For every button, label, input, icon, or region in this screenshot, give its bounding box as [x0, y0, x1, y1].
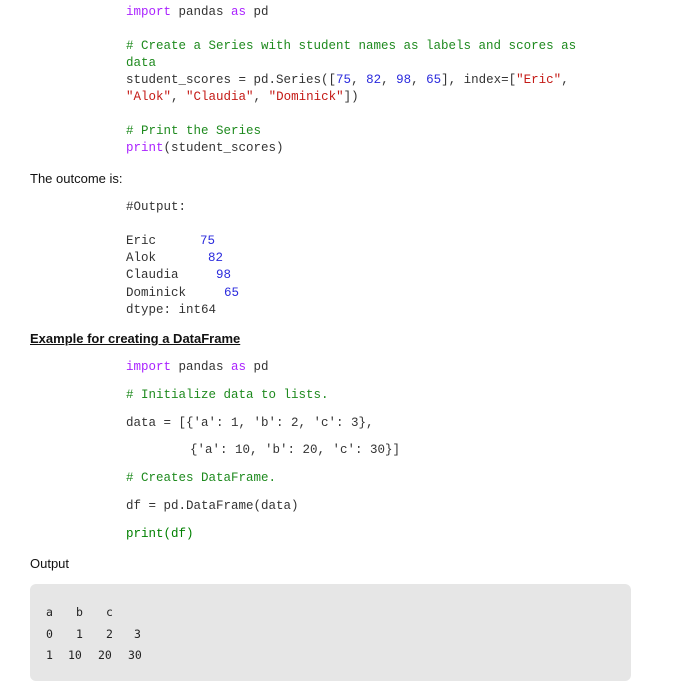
df-data-line-1: data = [{'a': 1, 'b': 2, 'c': 3},: [126, 416, 374, 430]
dataframe-output-box: [30, 584, 631, 681]
series-comment-2: # Print the Series: [126, 124, 262, 138]
df-cell: 30: [128, 648, 142, 662]
output-header: #Output:: [126, 200, 187, 214]
code-text: pandas: [171, 5, 232, 19]
series-comment-1-wrap: data: [126, 56, 157, 70]
df-cell: 1: [76, 627, 83, 641]
code-keyword: import: [126, 360, 172, 374]
code-keyword: import: [126, 5, 172, 19]
df-cell: 0: [46, 627, 53, 641]
code-string: "Alok": [126, 90, 172, 104]
output-row-value: 82: [208, 251, 224, 265]
df-import-line: [126, 359, 269, 376]
code-keyword: as: [231, 5, 247, 19]
df-comment-2: # Creates DataFrame.: [126, 471, 277, 485]
df-cell: 10: [68, 648, 82, 662]
df-cell: 1: [46, 648, 53, 662]
code-text: ]): [343, 90, 359, 104]
code-string: "Claudia": [186, 90, 254, 104]
output-dtype: dtype: int64: [126, 303, 217, 317]
series-code-block: [126, 4, 269, 21]
code-number: 65: [426, 73, 442, 87]
code-text: pd: [246, 360, 269, 374]
code-keyword: as: [231, 360, 247, 374]
df-col-header: c: [106, 605, 113, 619]
code-string: "Eric": [516, 73, 562, 87]
output-row-value: 75: [200, 234, 216, 248]
output-row-name: Claudia: [126, 268, 179, 282]
series-print-line: [126, 140, 284, 157]
df-cell: 3: [134, 627, 141, 641]
code-text: ], index=[: [441, 73, 517, 87]
df-comment-1: # Initialize data to lists.: [126, 388, 329, 402]
outcome-label: The outcome is:: [30, 171, 123, 186]
example-heading: Example for creating a DataFrame: [30, 331, 241, 346]
output-row-value: 98: [216, 268, 232, 282]
code-string: "Dominick": [268, 90, 344, 104]
df-print-line: print(df): [126, 527, 194, 541]
output-row-name: Alok: [126, 251, 157, 265]
code-text: pandas: [171, 360, 232, 374]
output-row-value: 65: [224, 286, 240, 300]
series-comment-1: # Create a Series with student names as labels and scores as: [126, 39, 577, 53]
series-index-line: "Alok", "Claudia", "Dominick"]): [126, 90, 359, 104]
df-cell: 2: [106, 627, 113, 641]
df-cell: 20: [98, 648, 112, 662]
code-text: pd: [246, 5, 269, 19]
code-keyword: print: [126, 141, 164, 155]
output-row-name: Dominick: [126, 286, 187, 300]
df-data-line-2: {'a': 10, 'b': 20, 'c': 30}]: [190, 443, 401, 457]
series-assignment-line: student_scores = pd.Series([75, 82, 98, 65], index=["Eric",: [126, 73, 569, 87]
code-text: (student_scores): [163, 141, 284, 155]
code-number: 82: [366, 73, 382, 87]
output-label: Output: [30, 556, 70, 571]
df-col-header: a: [46, 605, 53, 619]
output-row-name: Eric: [126, 234, 157, 248]
df-create-line: df = pd.DataFrame(data): [126, 499, 299, 513]
code-text: student_scores = pd.Series([: [126, 73, 337, 87]
code-number: 75: [336, 73, 352, 87]
df-col-header: b: [76, 605, 83, 619]
code-number: 98: [396, 73, 412, 87]
